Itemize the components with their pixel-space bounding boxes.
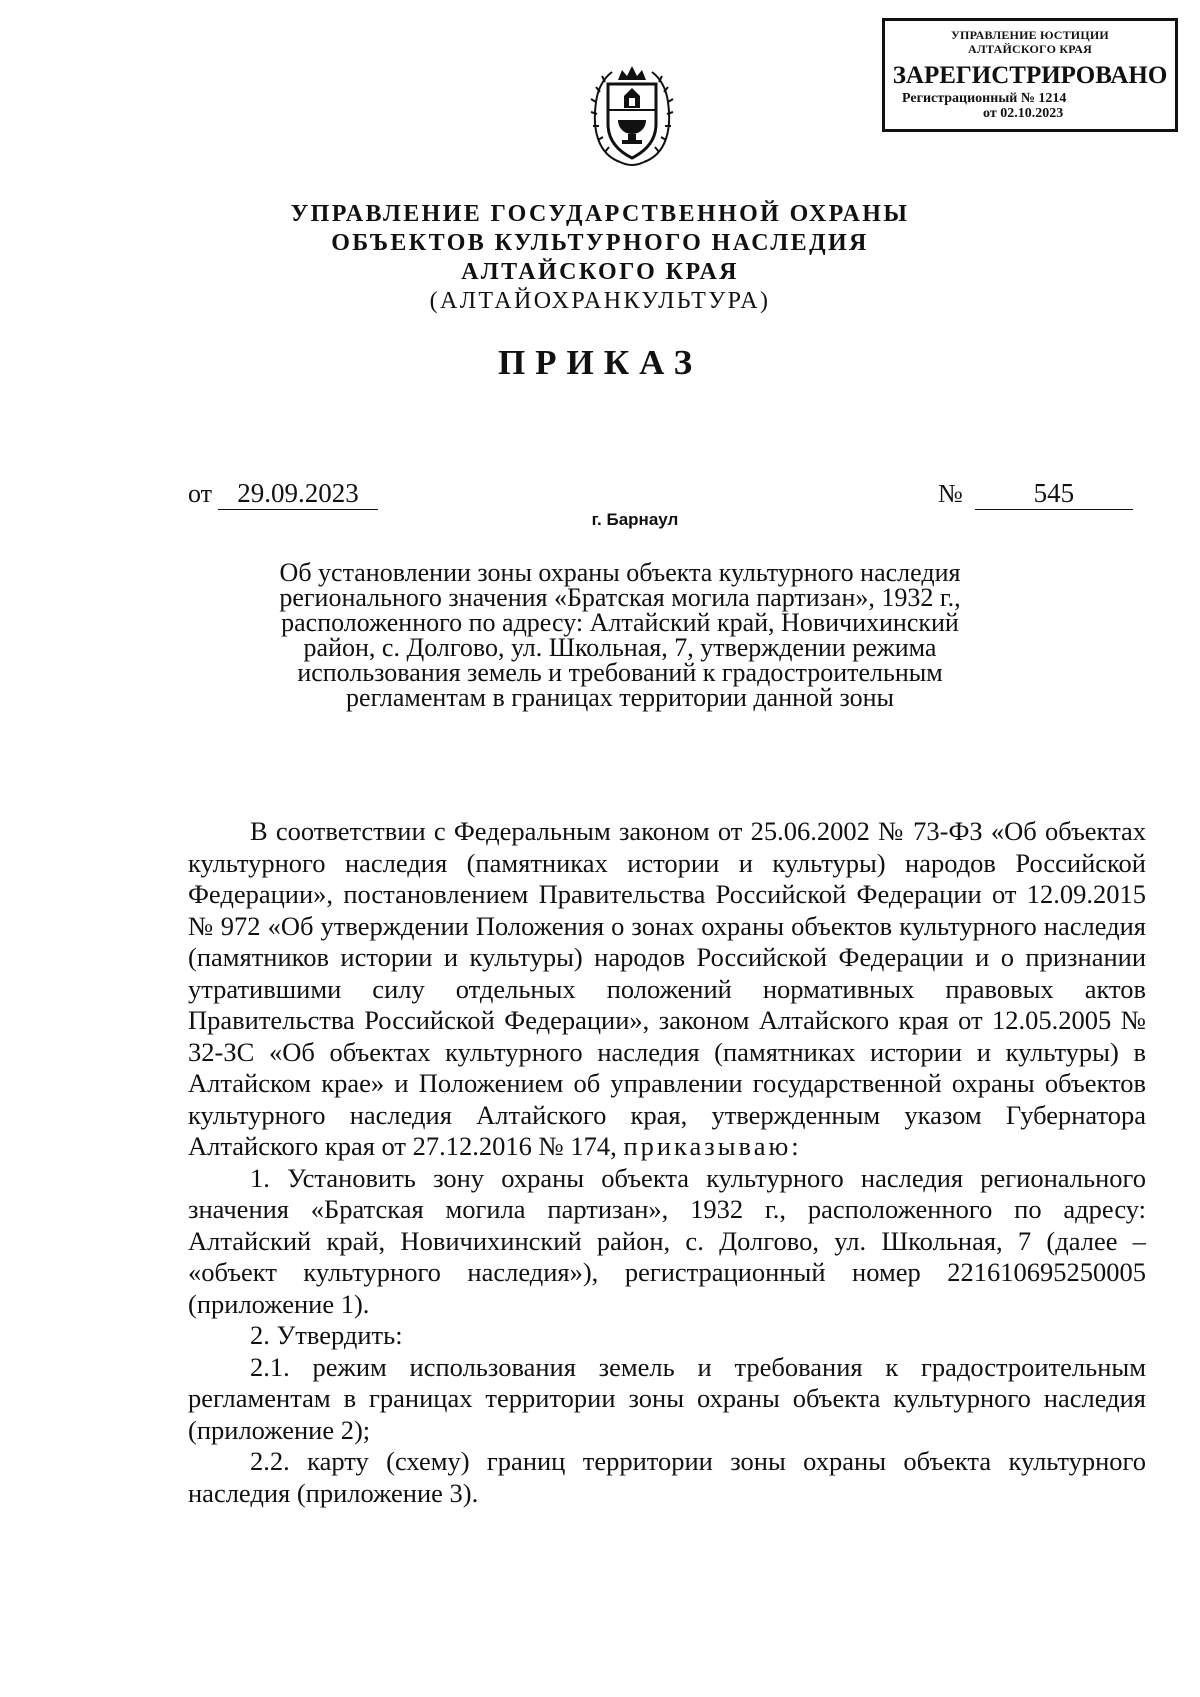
title-line: расположенного по адресу: Алтайский край, Новичихинский: [281, 608, 959, 637]
agency-header: [200, 200, 1000, 316]
stamp-reg-number: Регистрационный № 1214: [902, 91, 1067, 106]
agency-line-2: ОБЪЕКТОВ КУЛЬТУРНОГО НАСЛЕДИЯ: [331, 230, 869, 256]
stamp-status: ЗАРЕГИСТРИРОВАНО: [892, 62, 1168, 89]
item-2-1: 2.1. режим использования земель и требования к градостроительным регламентам в границах территории зоны охраны объекта культурного наследия (приложение 2);: [188, 1351, 1146, 1445]
title-line: Об установлении зоны охраны объекта культурного наследия: [279, 558, 961, 587]
order-date: [188, 478, 378, 510]
order-title: [240, 560, 1000, 710]
stamp-reg-date: от 02.10.2023: [983, 106, 1064, 121]
date-label: от: [188, 479, 213, 508]
date-value: 29.09.2023: [218, 478, 378, 510]
number-label: №: [938, 479, 963, 508]
title-line: регионального значения «Братская могила партизан», 1932 г.,: [279, 583, 961, 612]
city: г. Барнаул: [591, 510, 679, 529]
item-2-2: 2.2. карту (схему) границ территории зоны охраны объекта культурного наследия (приложение 3).: [188, 1446, 1146, 1508]
agency-line-1: УПРАВЛЕНИЕ ГОСУДАРСТВЕННОЙ ОХРАНЫ: [290, 201, 910, 227]
title-line: район, с. Долгово, ул. Школьная, 7, утверждении режима: [303, 633, 937, 662]
title-line: использования земель и требований к градостроительным: [297, 658, 943, 687]
registration-stamp: [882, 18, 1178, 132]
preamble-paragraph: [188, 816, 1146, 1163]
title-line: регламентам в границах территории данной зоны: [346, 683, 894, 712]
order-number: [938, 478, 1133, 510]
order-body: [188, 816, 1146, 1509]
document-type-title: ПРИКАЗ: [497, 343, 703, 382]
item-1: 1. Установить зону охраны объекта культурного наследия регионального значения «Братская могила партизан», 1932 г., расположенного по адресу: Алтайский край, Новичихинский район, с. Долгово, ул. Школьная, 7 (далее – «объект культурного наследия»), регистрационный номер 221610695250005 (приложение 1).: [188, 1162, 1146, 1319]
preamble-text: В соответствии с Федеральным законом от 25.06.2002 № 73-ФЗ «Об объектах культурного наследия (памятниках истории и культуры) народов Российской Федерации», постановлением Правительства Российской Федерации от 12.09.2015 № 972 «Об утверждении Положения о зонах охраны объектов культурного наследия (памятников истории и культуры) народов Российской Федерации и о признании утратившими силу отдельных положений нормативных правовых актов Правительства Российской Федерации», законом Алтайского края от 12.05.2005 № 32-ЗС «Об объектах культурного наследия (памятниках истории и культуры) в Алтайском крае» и Положением об управлении государственной охраны объектов культурного наследия Алтайского края, утвержденным указом Губернатора Алтайского края от 27.12.2016 № 174,: [188, 816, 1146, 1161]
altai-krai-coat-of-arms-icon: [590, 62, 674, 168]
agency-abbreviation: (АЛТАЙОХРАНКУЛЬТУРА): [429, 288, 771, 314]
item-2: 2. Утвердить:: [250, 1320, 403, 1350]
number-value: 545: [975, 478, 1133, 510]
stamp-authority: УПРАВЛЕНИЕ ЮСТИЦИИ АЛТАЙСКОГО КРАЯ: [951, 28, 1109, 56]
agency-line-3: АЛТАЙСКОГО КРАЯ: [461, 259, 739, 285]
order-word: приказываю:: [623, 1131, 802, 1161]
